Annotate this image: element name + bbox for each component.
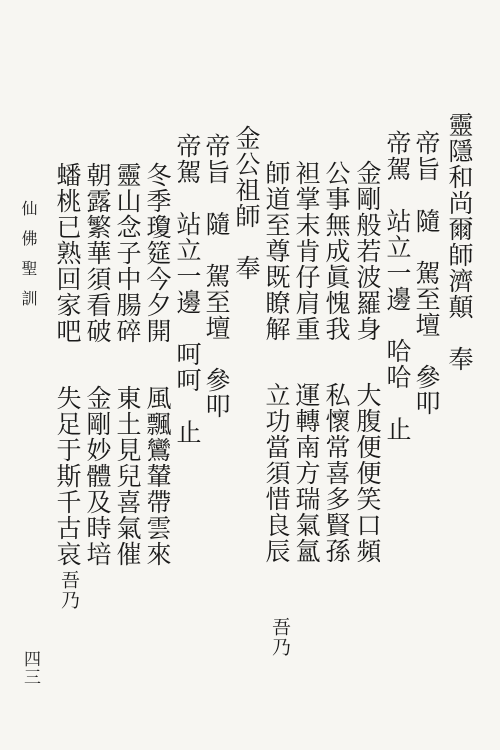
- poem-line-3b: 運轉南方瑞氣氳: [292, 382, 321, 564]
- poem-line-6b: 東土見兒喜氣催: [113, 385, 142, 567]
- poem-line-3a: 袒掌末肯仔肩重: [292, 160, 321, 342]
- column-3: 帝駕 站立一邊 哈哈 止: [383, 130, 412, 442]
- poem-line-5b: 風飄鸞輦帶雲來: [143, 385, 172, 567]
- poem-line-4a: 師道至尊既瞭解: [262, 160, 291, 342]
- poem-line-7a: 朝露繁華須看破: [83, 162, 112, 344]
- poem-line-6a: 靈山念子中腸碎: [113, 162, 142, 344]
- poem-line-8a: 蟠桃已熟回家吧: [53, 162, 82, 344]
- poem-line-5a: 冬季瓊筵今夕開: [143, 162, 172, 344]
- book-title-footer: 仙佛聖訓: [19, 200, 38, 320]
- signature-2: 吾乃: [58, 570, 80, 610]
- poem-line-2b: 私懷常喜多賢孫: [322, 382, 351, 564]
- poem-line-4b: 立功當須惜良辰: [262, 382, 291, 564]
- signature-1: 吾乃: [269, 617, 291, 657]
- column-9: 帝旨 隨 駕至壇 參叩: [202, 133, 231, 419]
- column-1: 靈隱和尚爾師濟顛 奉: [445, 112, 474, 372]
- poem-line-2a: 公事無成眞愧我: [322, 160, 351, 342]
- column-8: 金公祖師 奉: [232, 125, 261, 281]
- page-number: 四三: [20, 650, 40, 686]
- poem-line-7b: 金剛妙體及時培: [83, 385, 112, 567]
- column-10: 帝駕 站立一邊 呵呵 止: [173, 133, 202, 445]
- poem-line-8b: 失足于斯千古哀: [53, 385, 82, 567]
- poem-line-1b: 大腹便便笑口頻: [353, 382, 382, 564]
- column-2: 帝旨 隨 駕至壇 參叩: [412, 130, 441, 416]
- poem-line-1a: 金剛般若波羅身: [353, 160, 382, 342]
